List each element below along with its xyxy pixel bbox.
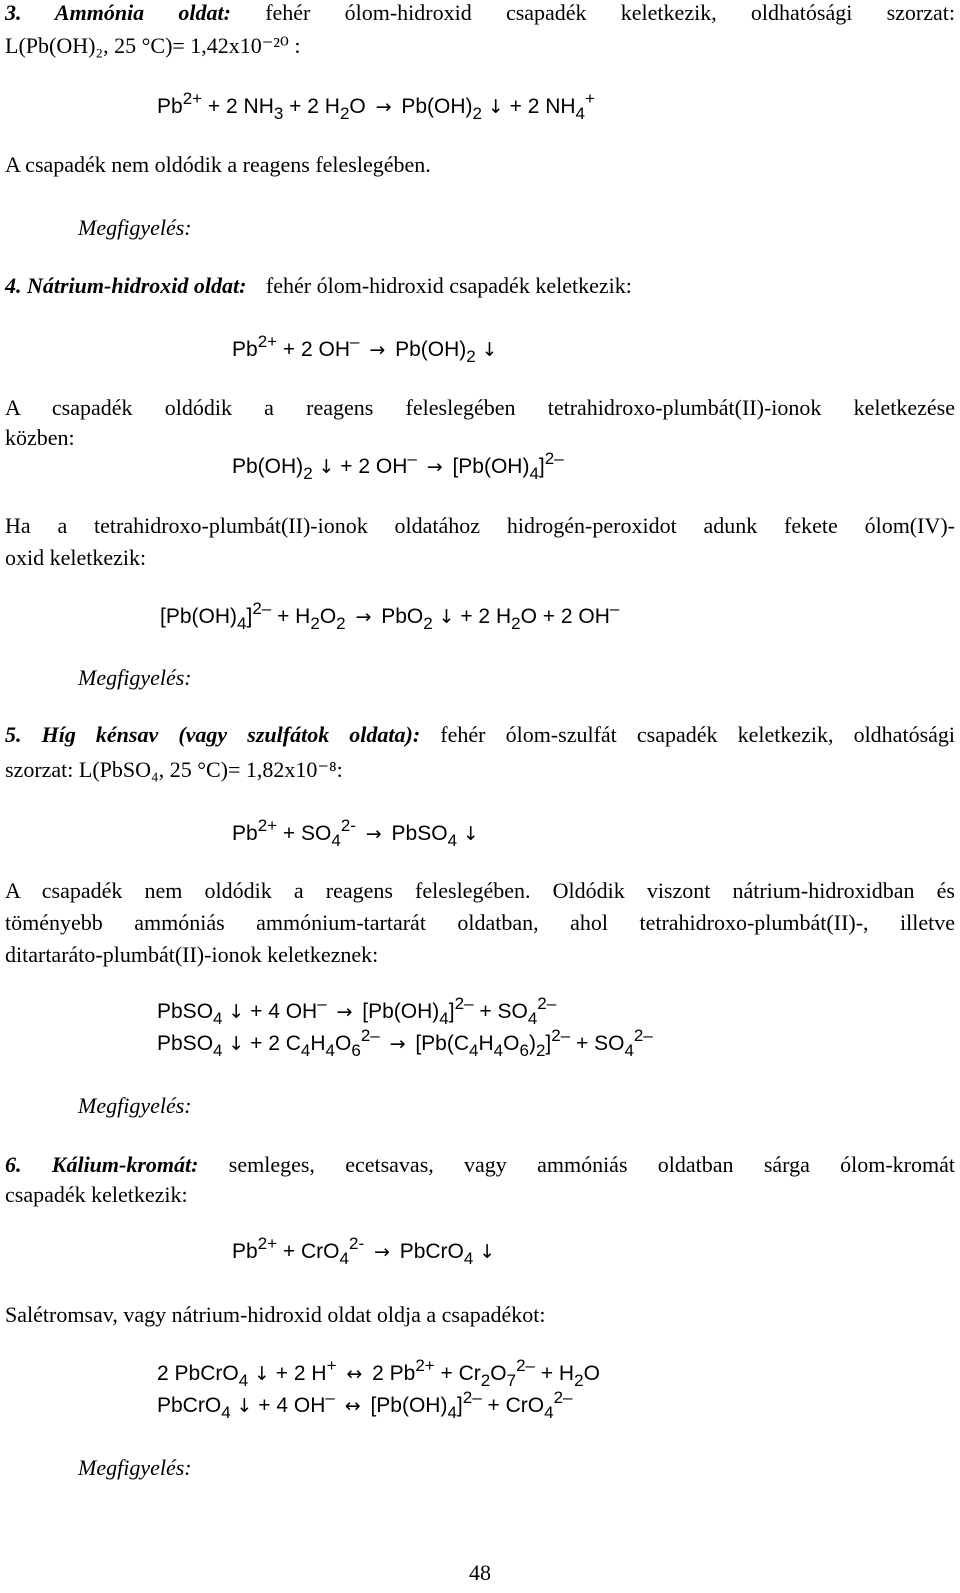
equation-3-1: $Pb^{2+} + 2$ $NH_3 + 2$ $H_2O \to Pb(OH)_2$ ↓ + 2 $NH_4^+$: [157, 89, 595, 123]
section4-heading: 4. Nátrium-hidroxid oldat:: [5, 273, 247, 298]
section3-note: A csapadék nem oldódik a reagens feleslegében.: [5, 152, 431, 177]
observation-label-4: Megfigyelés:: [78, 1455, 192, 1480]
section4-text: fehér ólom-hidroxid csapadék keletkezik:: [265, 273, 632, 298]
section5-ksp: szorzat: L(PbSO₄, 25 °C)= 1,82x10⁻⁸:: [5, 757, 343, 782]
equation-4-1: $Pb^{2+} + 2$ $OH^- \to Pb(OH)_2$ ↓: [232, 332, 498, 366]
section3-heading: 3. Ammónia oldat:: [5, 0, 231, 25]
section4-note1: A csapadék oldódik a reagens feleslegében tetrahidroxo-plumbát(II)-ionok keletkezése: [5, 395, 955, 420]
observation-label-2: Megfigyelés:: [78, 665, 192, 690]
section4-note2b: oxid keletkezik:: [5, 545, 147, 570]
equation-4-3: $[Pb(OH)_4]^{2-} + H_2O_2 \to PbO_2$ ↓ + 2 $H_2O + 2$ OH–: [160, 599, 620, 633]
observation-label-1: Megfigyelés:: [78, 215, 192, 240]
section6-heading: 6. Kálium-kromát:: [5, 1152, 199, 1177]
section3-text: fehér ólom-hidroxid csapadék keletkezik, oldhatósági szorzat:: [265, 0, 955, 25]
equation-4-2: $Pb(OH)_2$ ↓ + 2 $OH^- \to [Pb(OH)_4]^{2-}$: [232, 449, 564, 483]
equation-5-1: $Pb^{2+} + SO_4^{2-}$ → PbSO$_4$ ↓: [232, 816, 479, 850]
section3-ksp: L(Pb(OH)₂, 25 °C)= 1,42x10⁻²⁰ :: [5, 33, 301, 58]
section5-note1b: töményebb ammóniás ammónium-tartarát oldatban, ahol tetrahidroxo-plumbát(II)-, illetve: [5, 910, 955, 935]
section4-note2: Ha a tetrahidroxo-plumbát(II)-ionok oldatához hidrogén-peroxidot adunk fekete ólom(IV)-: [5, 513, 955, 538]
page-number: 48: [469, 1560, 491, 1585]
section4-intro: [5, 273, 955, 299]
section6-text2: csapadék keletkezik:: [5, 1182, 188, 1207]
equation-5-2: PbSO$_4$ ↓ + 4 $OH^- \to [Pb(OH)_4]^{2-} + SO_4^{2-}$: [157, 994, 557, 1028]
observation-label-3: Megfigyelés:: [78, 1093, 192, 1118]
section5-note1: A csapadék nem oldódik a reagens feleslegében. Oldódik viszont nátrium-hidroxidban és: [5, 878, 955, 903]
section5-intro: [5, 722, 955, 748]
equation-6-2: 2 PbCrO$_4$ ↓ + 2 H+ ↔ 2 $Pb^{2+} + Cr_2O_7^{2-} + H_2O$: [157, 1356, 600, 1390]
section4-note1b: közben:: [5, 425, 75, 450]
section6-note1: Salétromsav, vagy nátrium-hidroxid oldat oldja a csapadékot:: [5, 1302, 546, 1327]
section3-intro: [5, 0, 955, 26]
section6-text: semleges, ecetsavas, vagy ammóniás oldatban sárga ólom-kromát: [228, 1152, 955, 1177]
equation-6-3: PbCrO$_4$ ↓ + 4 OH– ↔ $[Pb(OH)_4]^{2-} + CrO_4^{2-}$: [157, 1388, 573, 1422]
equation-6-1: $Pb^{2+} + CrO_4^{2-}$ → PbCrO$_4$ ↓: [232, 1234, 496, 1268]
section5-note1c: ditartaráto-plumbát(II)-ionok keletkeznek:: [5, 942, 379, 967]
section5-heading: 5. Híg kénsav (vagy szulfátok oldata):: [5, 722, 421, 747]
section6-intro: [5, 1152, 955, 1178]
section5-text: fehér ólom-szulfát csapadék keletkezik, oldhatósági: [440, 722, 956, 747]
equation-5-3: PbSO$_4$ ↓ + 2 $C_4H_4O_6^{2-} \to [Pb(C_4H_4O_6)_2]^{2-} + SO_4^{2-}$: [157, 1026, 653, 1060]
